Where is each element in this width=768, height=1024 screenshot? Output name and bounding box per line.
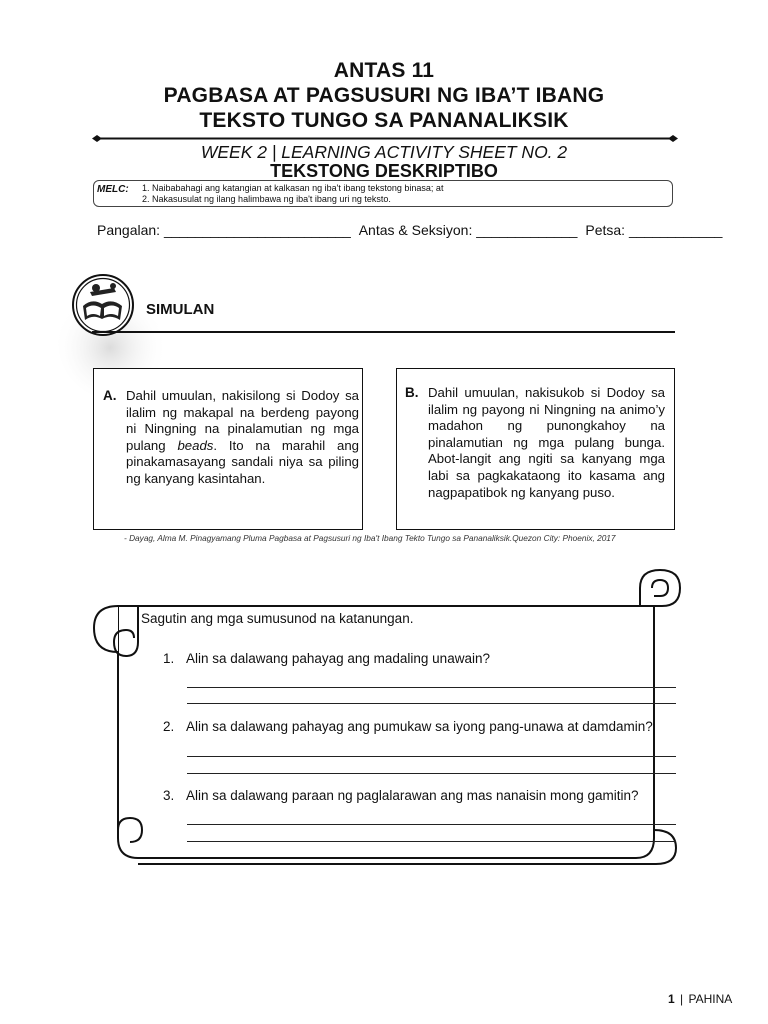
- student-info-row: [97, 222, 722, 238]
- answer-line[interactable]: [187, 703, 676, 704]
- passage-b-box: [396, 368, 675, 530]
- page-label: PAHINA: [688, 992, 733, 1006]
- answer-line[interactable]: [187, 841, 676, 842]
- answer-line[interactable]: [187, 687, 676, 688]
- questions-intro: Sagutin ang mga sumusunod na katanungan.: [141, 611, 414, 626]
- section-label: Antas & Seksiyon:: [358, 222, 473, 238]
- page-footer: [668, 992, 732, 1006]
- passage-a-letter: A.: [103, 388, 117, 403]
- section-underline: [92, 331, 675, 333]
- footer-separator: |: [680, 992, 684, 1006]
- passage-b-text: Dahil umuulan, nakisukob si Dodoy sa ilalim ng payong ni Ningning na animo’y madahon ng punongkahoy na pinalamutian ng mga pulang bunga. Abot-langit ang ngiti sa kanyang mga labi sa pagkakataong ito kasama ang nagpapatibok ng kanyang puso.: [428, 385, 665, 500]
- answer-line[interactable]: [187, 824, 676, 825]
- source-citation: - Dayag, Alma M. Pinagyamang Pluma Pagbasa at Pagsusuri ng Iba't Ibang Tekto Tungo sa Pananaliksik.Quezon City: Phoenix, 2017: [124, 533, 616, 543]
- name-label: Pangalan:: [97, 222, 161, 238]
- name-field[interactable]: ________________________: [163, 222, 351, 238]
- passage-a-box: [93, 368, 363, 530]
- passage-b-letter: B.: [405, 385, 419, 400]
- section-field[interactable]: _____________: [476, 222, 578, 238]
- question-1: 1. Alin sa dalawang pahayag ang madaling unawain?: [163, 651, 490, 666]
- question-2: 2. Alin sa dalawang pahayag ang pumukaw sa iyong pang-unawa at damdamin?: [163, 719, 653, 734]
- section-title: SIMULAN: [146, 301, 215, 318]
- date-field[interactable]: ____________: [628, 222, 723, 238]
- answer-line[interactable]: [187, 773, 676, 774]
- question-3: 3. Alin sa dalawang paraan ng paglalarawan ang mas nanaisin mong gamitin?: [163, 788, 639, 803]
- melc-item-2: 2. Nakasusulat ng ilang halimbawa ng iba't ibang uri ng teksto.: [142, 194, 391, 204]
- passage-a-text: Dahil umuulan, nakisilong si Dodoy sa ilalim ng makapal na berdeng payong ni Ningning na pinalamutian ng mga pulang beads. Ito na marahil ang pinakamasayang sandali niya sa piling ng kanyang kasintahan.: [126, 388, 359, 486]
- melc-item-1: 1. Naibabahagi ang katangian at kalkasan ng iba't ibang tekstong binasa; at: [142, 183, 444, 193]
- grade-title: ANTAS 11: [333, 59, 435, 82]
- week-subtitle: WEEK 2 | LEARNING ACTIVITY SHEET NO. 2: [200, 142, 568, 162]
- melc-label: MELC:: [97, 184, 129, 195]
- subject-title-line1: PAGBASA AT PAGSUSURI NG IBA’T IBANG: [163, 84, 605, 107]
- subject-title-line2: TEKSTO TUNGO SA PANANALIKSIK: [199, 109, 569, 132]
- melc-box: [93, 180, 673, 207]
- page-number: 1: [668, 992, 675, 1006]
- answer-line[interactable]: [187, 756, 676, 757]
- topic-title: TEKSTONG DESKRIPTIBO: [270, 161, 498, 181]
- date-label: Petsa:: [585, 222, 626, 238]
